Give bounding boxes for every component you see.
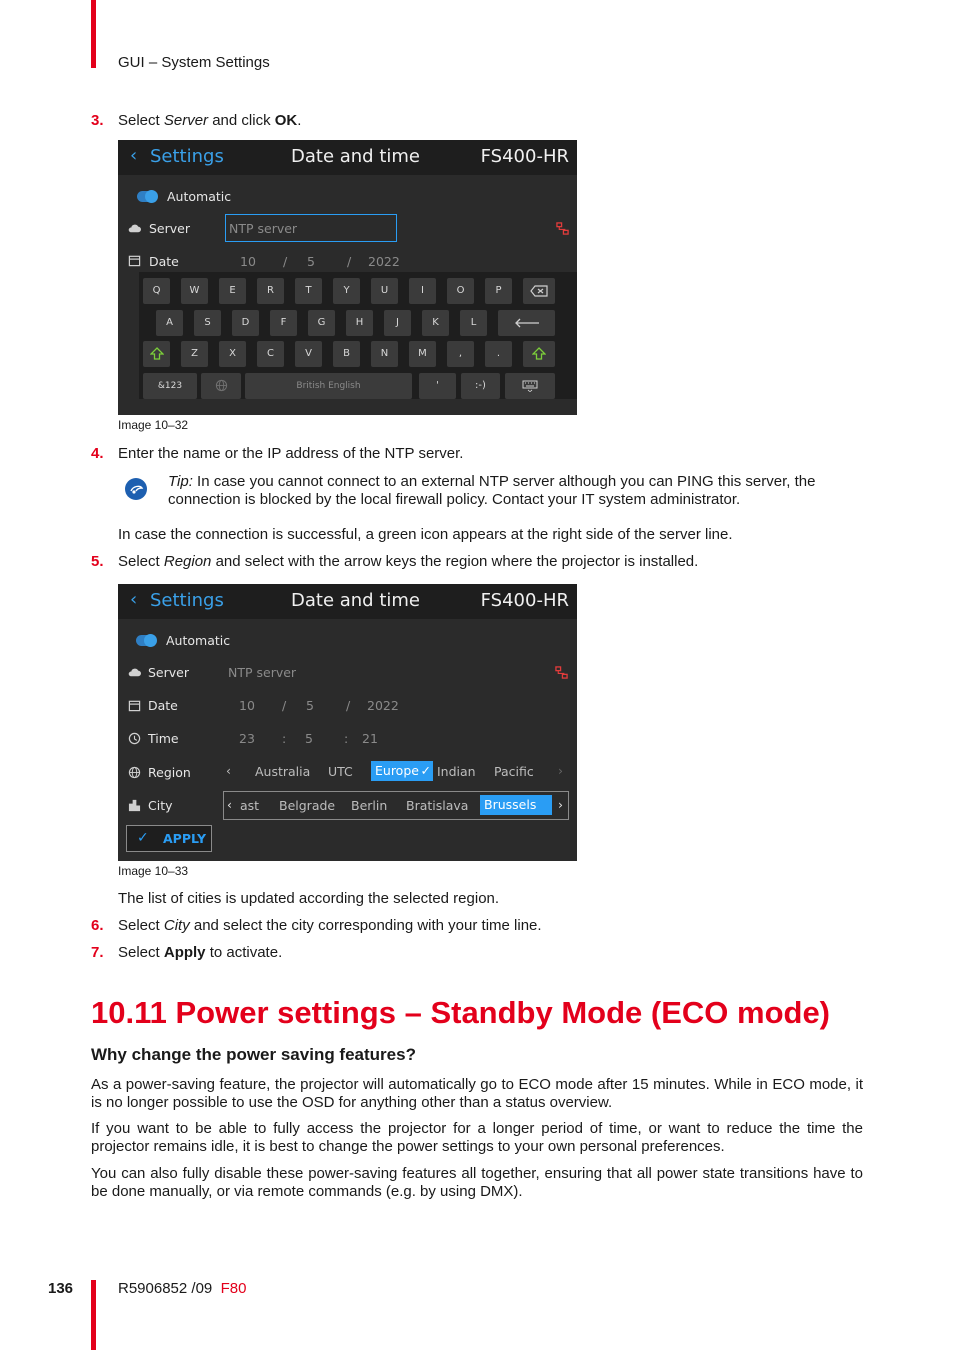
key-f[interactable]: F — [270, 310, 297, 336]
title-bar — [118, 140, 577, 175]
date-day[interactable]: 5 — [307, 254, 315, 269]
network-disconnected-icon — [556, 222, 569, 235]
body-paragraph: You can also fully disable these power-saving features all together, ensuring that all power state transitions have to be done manually, or via remote commands (e.g. by using DMX). — [91, 1165, 863, 1200]
backspace-icon — [530, 285, 548, 297]
shift-icon — [150, 347, 164, 361]
date-separator: / — [347, 254, 352, 269]
key-y[interactable]: Y — [333, 278, 360, 304]
cloud-icon — [128, 222, 141, 235]
globe-icon — [128, 766, 141, 779]
server-label: Server — [149, 221, 190, 236]
region-option[interactable]: Indian — [437, 764, 476, 779]
date-separator: / — [283, 254, 288, 269]
region-option[interactable]: Australia — [255, 764, 311, 779]
key-a[interactable]: A — [156, 310, 183, 336]
page-number: 136 — [48, 1280, 74, 1297]
step-5: 5. Select Region and select with the arrow keys the region where the projector is installed. — [91, 553, 699, 570]
automatic-toggle[interactable] — [136, 635, 156, 646]
key-z[interactable]: Z — [181, 341, 208, 367]
key-comma[interactable]: , — [447, 341, 474, 367]
running-header: GUI – System Settings — [118, 54, 270, 71]
time-minutes[interactable]: 5 — [305, 731, 313, 746]
footer-doc: R5906852 /09 F80 — [118, 1280, 247, 1297]
emoticon-key[interactable]: :-) — [461, 373, 500, 399]
time-separator: : — [282, 731, 287, 746]
on-screen-keyboard — [139, 272, 577, 399]
region-option[interactable]: UTC — [328, 764, 353, 779]
key-t[interactable]: T — [295, 278, 322, 304]
time-label: Time — [148, 731, 179, 746]
clock-icon — [128, 732, 141, 745]
region-scroll-left-icon[interactable]: ‹ — [226, 763, 231, 778]
back-icon[interactable]: ‹ — [130, 145, 138, 166]
key-h[interactable]: H — [346, 310, 373, 336]
key-j[interactable]: J — [384, 310, 411, 336]
step-6: 6. Select City and select the city corresponding with your time line. — [91, 917, 542, 934]
city-option[interactable]: Bratislava — [406, 798, 469, 813]
key-r[interactable]: R — [257, 278, 284, 304]
city-option-selected[interactable]: Brussels — [480, 795, 552, 815]
screen-title: Date and time — [291, 146, 420, 167]
caption-image-1: Image 10–32 — [118, 418, 189, 432]
key-v[interactable]: V — [295, 341, 322, 367]
key-period[interactable]: . — [485, 341, 512, 367]
automatic-toggle[interactable] — [137, 191, 157, 202]
date-year[interactable]: 2022 — [367, 698, 399, 713]
date-day[interactable]: 5 — [306, 698, 314, 713]
apply-label: APPLY — [163, 831, 207, 846]
cities-paragraph: The list of cities is updated according the selected region. — [118, 890, 500, 907]
key-e[interactable]: E — [219, 278, 246, 304]
date-label: Date — [148, 698, 178, 713]
caption-image-2: Image 10–33 — [118, 864, 189, 878]
city-scroll-left-icon[interactable]: ‹ — [227, 797, 232, 812]
city-selector[interactable] — [223, 791, 569, 820]
shift-key[interactable] — [143, 341, 170, 367]
apply-button[interactable] — [126, 825, 212, 852]
enter-icon — [514, 318, 540, 328]
date-month[interactable]: 10 — [239, 698, 255, 713]
time-separator: : — [344, 731, 349, 746]
model-name: FS400-HR — [480, 146, 569, 167]
key-d[interactable]: D — [232, 310, 259, 336]
back-label[interactable]: Settings — [150, 590, 224, 611]
key-apostrophe[interactable]: ' — [419, 373, 456, 399]
symbols-key[interactable]: &123 — [143, 373, 197, 399]
key-k[interactable]: K — [422, 310, 449, 336]
screenshot-keyboard — [118, 140, 577, 415]
server-label: Server — [148, 665, 189, 680]
network-disconnected-icon — [555, 666, 568, 679]
cloud-icon — [128, 666, 141, 679]
screen-title: Date and time — [291, 590, 420, 611]
header-red-bar — [91, 0, 96, 68]
server-placeholder: NTP server — [229, 221, 298, 236]
title-bar — [118, 584, 577, 619]
server-value[interactable]: NTP server — [228, 665, 297, 680]
calendar-icon — [128, 254, 141, 267]
city-option[interactable]: Belgrade — [279, 798, 336, 813]
success-paragraph: In case the connection is successful, a green icon appears at the right side of the server line. — [118, 526, 733, 543]
section-heading: 10.11 Power settings – Standby Mode (ECO mode) — [91, 995, 831, 1030]
body-paragraph: As a power-saving feature, the projector will automatically go to ECO mode after 15 minutes. While in ECO mode, it is no longer possible to use the OSD for anything other than a status overview. — [91, 1076, 863, 1111]
screenshot-region-city — [118, 584, 577, 861]
key-u[interactable]: U — [371, 278, 398, 304]
city-option[interactable]: Berlin — [351, 798, 388, 813]
backspace-key[interactable] — [523, 278, 555, 304]
server-input[interactable] — [225, 214, 397, 242]
region-scroll-right-icon[interactable]: › — [558, 763, 563, 778]
city-buildings-icon — [128, 799, 141, 812]
body-paragraph: If you want to be able to fully access the projector for a longer period of time, or want to reduce the time the projector remains idle, it is best to change the power settings to your own personal preferences. — [91, 1120, 863, 1155]
hide-keyboard-key[interactable] — [505, 373, 555, 399]
automatic-label: Automatic — [167, 189, 232, 204]
key-p[interactable]: P — [485, 278, 512, 304]
key-c[interactable]: C — [257, 341, 284, 367]
date-separator: / — [346, 698, 351, 713]
date-label: Date — [149, 254, 179, 269]
back-icon[interactable]: ‹ — [130, 589, 138, 610]
enter-key[interactable] — [498, 310, 555, 336]
region-option-selected[interactable]: Europe ✓ — [371, 761, 433, 781]
shift-icon — [532, 347, 546, 361]
time-hours[interactable]: 23 — [239, 731, 255, 746]
key-o[interactable]: O — [447, 278, 474, 304]
time-seconds[interactable]: 21 — [362, 731, 378, 746]
step-7: 7. Select Apply to activate. — [91, 944, 283, 961]
step-3: 3. Select Server and click OK. — [91, 112, 302, 129]
city-scroll-right-icon[interactable]: › — [558, 797, 563, 812]
step-4: 4. Enter the name or the IP address of the NTP server. — [91, 445, 464, 462]
calendar-icon — [128, 699, 141, 712]
space-key[interactable]: British English — [245, 373, 412, 399]
date-separator: / — [282, 698, 287, 713]
key-b[interactable]: B — [333, 341, 360, 367]
key-w[interactable]: W — [181, 278, 208, 304]
city-option[interactable]: ast — [240, 798, 260, 813]
back-label[interactable]: Settings — [150, 146, 224, 167]
key-m[interactable]: M — [409, 341, 436, 367]
date-month[interactable]: 10 — [240, 254, 256, 269]
key-x[interactable]: X — [219, 341, 246, 367]
key-s[interactable]: S — [194, 310, 221, 336]
automatic-label: Automatic — [166, 633, 231, 648]
date-year[interactable]: 2022 — [368, 254, 400, 269]
region-option[interactable]: Pacific — [494, 764, 534, 779]
globe-icon — [215, 379, 228, 392]
key-i[interactable]: I — [409, 278, 436, 304]
key-l[interactable]: L — [460, 310, 487, 336]
check-icon: ✓ — [137, 830, 149, 846]
city-label: City — [148, 798, 173, 813]
key-q[interactable]: Q — [143, 278, 170, 304]
language-key[interactable] — [201, 373, 241, 399]
region-label: Region — [148, 765, 191, 780]
key-g[interactable]: G — [308, 310, 335, 336]
shift-key-right[interactable] — [523, 341, 555, 367]
model-name: FS400-HR — [480, 590, 569, 611]
tip-text: Tip: In case you cannot connect to an external NTP server although you can PING this server, the connection is blocked by the local firewall policy. Contact your IT system administrator. — [168, 473, 816, 508]
subsection-heading: Why change the power saving features? — [91, 1045, 416, 1064]
keyboard-icon — [522, 380, 538, 392]
footer-red-bar — [91, 1280, 96, 1350]
key-n[interactable]: N — [371, 341, 398, 367]
check-icon: ✓ — [420, 763, 431, 778]
footer-model: F80 — [220, 1280, 247, 1297]
tip-icon — [125, 478, 147, 500]
